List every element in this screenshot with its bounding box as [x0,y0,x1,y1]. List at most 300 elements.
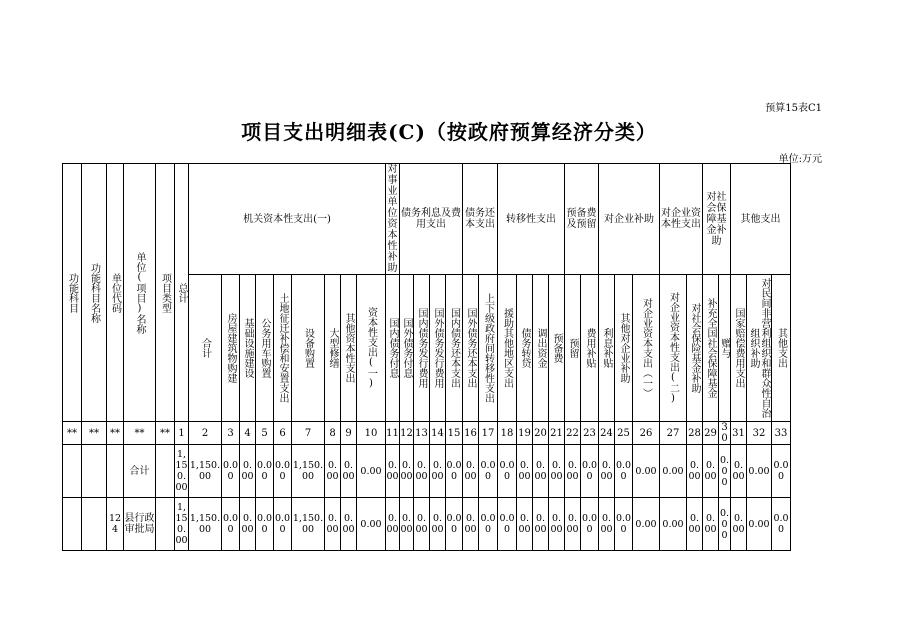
column-header-cell [599,275,615,422]
value-cell [400,445,414,498]
index-number: 2 [201,427,209,439]
cell-value: 0.00 [499,513,515,535]
index-cell [341,422,357,445]
column-header-cell [400,275,414,422]
group-header-cell [731,164,791,275]
index-number: 12 [400,427,413,439]
left-header-cell [175,164,189,422]
value-cell [565,498,581,551]
column-header-cell [414,275,430,422]
group-header-cell [498,164,565,275]
index-number: 8 [329,427,336,439]
column-header-cell [703,275,719,422]
cell-value: 0.00 [773,513,789,535]
value-cell [565,445,581,498]
cell-value: 0.00 [222,513,239,535]
index-number: 13 [415,427,428,439]
value-cell [240,498,256,551]
index-number: 1 [178,427,185,439]
column-header-cell [747,275,772,422]
index-cell [517,422,533,445]
value-cell [479,498,498,551]
index-cell [357,422,386,445]
value-cell [731,498,747,551]
cell-value: 0.00 [499,460,515,482]
value-cell [517,445,533,498]
cell-value: 1,150.00 [189,460,221,482]
cell-value: 0.00 [464,513,477,535]
cell-value: 0.00 [256,460,273,482]
column-header-label: 对企业资本支出（一） [640,298,652,398]
value-cell [430,498,446,551]
column-header-label: 国家赔偿费用支出 [733,308,744,388]
left-header-cell [82,164,107,422]
column-header-label: 国外债务付息 [401,318,412,378]
column-header-label: 补充全国社会保障基金 [705,298,716,398]
cell-value: 0.00 [360,465,382,477]
index-number: 23 [583,427,596,439]
cell-value: 0.00 [464,460,477,482]
cell-value: 0.00 [431,460,444,482]
value-cell [615,498,633,551]
value-cell [463,498,479,551]
cell-value: 0.00 [732,460,745,482]
column-header-cell [633,275,660,422]
value-cell [498,445,517,498]
index-number: 30 [721,422,728,444]
column-header-label: 债务转贷 [519,328,530,368]
table-row [63,445,791,498]
index-number: 21 [550,427,563,439]
value-cell [599,445,615,498]
index-number: 19 [518,427,531,439]
column-header-cell [565,275,581,422]
cell-value: 0.00 [635,465,657,477]
cell-value: 1,150.00 [292,513,324,535]
cell-value: 0.00 [326,460,339,482]
cell-value: 1,150.00 [292,460,324,482]
index-cell [660,422,687,445]
cell-value: 0.00 [748,518,770,530]
value-cell [357,445,386,498]
index-number: 20 [534,427,547,439]
cell-value: 0.00 [688,513,701,535]
cell-value: 0.00 [748,465,770,477]
value-cell [517,498,533,551]
cell-value: 0.00 [704,513,717,535]
table-row [63,498,791,551]
project-type-cell [156,445,175,498]
column-header-cell [687,275,703,422]
column-header-cell [772,275,791,422]
group-header-cell [400,164,463,275]
group-header-cell [703,164,731,275]
column-header-cell [731,275,747,422]
cell-value: 0.00 [550,460,563,482]
column-header-cell [533,275,549,422]
cell-value: 0.00 [446,513,462,535]
group-header-cell [660,164,703,275]
value-cell [222,498,240,551]
cell-value: 0.00 [719,507,730,541]
column-header-label: 资本性支出(一) [365,307,377,389]
value-cell [581,498,599,551]
project-expenditure-table [62,163,791,551]
index-cell [400,422,414,445]
group-header-label: 对企业资本性支出 [661,208,701,230]
column-header-cell [357,275,386,422]
cell-value: 0.00 [222,460,239,482]
value-cell [222,445,240,498]
index-cell [633,422,660,445]
index-number: 4 [244,427,251,439]
value-cell [549,445,565,498]
left-header-label: 功能科目名称 [88,262,100,323]
index-cell [274,422,292,445]
column-header-cell [292,275,325,422]
group-header-label: 对社会保障基金补助 [706,191,727,247]
index-star: ** [160,427,170,439]
index-star: ** [67,427,77,439]
column-header-cell [498,275,517,422]
index-cell [565,422,581,445]
group-header-label: 机关资本性支出(一) [243,213,331,225]
index-row [63,422,791,445]
index-number: 7 [304,427,312,439]
index-number: 26 [639,427,653,439]
column-header-cell [479,275,498,422]
index-star: ** [89,427,99,439]
index-cell [533,422,549,445]
total-cell [175,445,189,498]
value-cell [581,445,599,498]
index-cell [124,422,156,445]
value-cell [687,498,703,551]
cell-value: 0.00 [274,513,291,535]
cell-value: 0.00 [446,460,462,482]
value-cell [414,445,430,498]
column-header-cell [189,275,222,422]
index-cell [222,422,240,445]
column-header-label: 国内债务付息 [387,318,398,378]
index-number: 10 [364,427,378,439]
value-cell [660,498,687,551]
index-cell [386,422,400,445]
cell-value: 0.00 [566,460,579,482]
cell-value: 0.00 [415,460,428,482]
column-header-cell [430,275,446,422]
index-number: 11 [386,427,399,439]
index-cell [430,422,446,445]
cell-value: 0.00 [518,460,531,482]
column-header-label: 上下级政府间转移性支出 [482,293,494,403]
form-number: 预算15表C1 [765,103,822,114]
value-cell [687,445,703,498]
column-header-label: 设备购置 [302,328,314,368]
column-header-label: 基础设施建设 [242,318,253,378]
index-cell [292,422,325,445]
index-number: 25 [617,427,630,439]
index-star: ** [134,427,145,439]
value-cell [731,445,747,498]
index-number: 32 [752,427,766,439]
index-number: 14 [431,427,444,439]
column-header-label: 合计 [199,338,211,358]
value-cell [274,445,292,498]
cell-value: 0.00 [615,513,632,535]
index-cell [772,422,791,445]
cell-value: 0.00 [415,513,428,535]
value-cell [533,445,549,498]
column-header-cell [549,275,565,422]
left-header-cell [156,164,175,422]
index-cell [719,422,731,445]
index-star: ** [110,427,120,439]
value-cell [430,445,446,498]
value-cell [357,498,386,551]
value-cell [446,498,463,551]
value-cell [446,445,463,498]
cell-value: 0.00 [326,513,339,535]
value-cell [292,445,325,498]
cell-value: 0.00 [581,460,598,482]
cell-value: 0.00 [256,513,273,535]
index-cell [498,422,517,445]
index-cell [581,422,599,445]
cell-value: 0.00 [274,460,291,482]
index-cell [463,422,479,445]
index-cell [156,422,175,445]
column-header-cell [222,275,240,422]
unit-code-cell [107,445,124,498]
column-header-label: 预留 [567,338,578,358]
column-header-cell [325,275,341,422]
value-cell [189,498,222,551]
column-header-label: 国外债务还本支出 [465,308,476,388]
index-number: 15 [447,427,461,439]
cell-value: 0.00 [400,513,413,535]
column-header-cell [517,275,533,422]
column-header-cell [660,275,687,422]
column-header-label: 国内债务发行费用 [416,308,427,388]
func-name-cell [82,498,107,551]
cell-value: 0.00 [600,513,613,535]
index-cell [615,422,633,445]
unit-code: 124 [108,513,122,535]
index-cell [325,422,341,445]
column-header-label: 援助其他地区支出 [501,308,513,388]
cell-value: 0.00 [550,513,563,535]
column-header-cell [274,275,292,422]
value-cell [549,498,565,551]
index-number: 5 [261,427,268,439]
column-header-label: 土地征迁补偿和安置支出 [277,293,288,403]
value-cell [772,498,791,551]
column-header-label: 对企业资本性支出(二) [667,292,679,404]
cell-value: 0.00 [773,460,789,482]
total-cell [175,498,189,551]
cell-value: 0.00 [518,513,531,535]
group-header-cell [565,164,599,275]
left-header-label: 单位代码 [109,272,121,313]
cell-value: 0.00 [400,460,413,482]
cell-value: 0.00 [386,460,399,482]
index-cell [731,422,747,445]
value-cell [599,498,615,551]
group-header-label: 对企业补助 [604,213,654,225]
column-header-cell [463,275,479,422]
index-cell [687,422,703,445]
unit-label: 单位:万元 [778,154,822,165]
left-header-label: 功能科目 [66,272,78,313]
total-value: 1,150.00 [175,502,188,546]
value-cell [615,445,633,498]
index-cell [549,422,565,445]
index-number: 33 [774,427,788,439]
page-title: 项目支出明细表(C)（按政府预算经济分类） [241,120,657,144]
column-header-label: 预备费 [551,333,562,363]
cell-value: 0.00 [688,460,701,482]
column-header-label: 费用补贴 [584,328,595,368]
cell-value: 0.00 [360,518,382,530]
index-cell [479,422,498,445]
value-cell [463,445,479,498]
value-cell [274,498,292,551]
column-header-label: 对社会保险基金补助 [689,303,700,393]
value-cell [292,498,325,551]
column-header-cell [386,275,400,422]
column-header-cell [719,275,731,422]
index-cell [414,422,430,445]
cell-value: 0.00 [719,454,730,488]
value-cell [633,445,660,498]
cell-value: 0.00 [241,513,254,535]
header-row-groups [63,164,791,275]
value-cell [533,498,549,551]
index-number: 28 [688,427,701,439]
index-number: 18 [500,427,514,439]
cell-value: 0.00 [431,513,444,535]
index-cell [599,422,615,445]
value-cell [660,445,687,498]
value-cell [341,498,357,551]
index-number: 27 [666,427,680,439]
index-cell [256,422,274,445]
left-header-cell [107,164,124,422]
column-header-label: 其他对企业补助 [618,313,629,383]
left-header-label: 单位(项目)名称 [134,251,145,334]
column-header-label: 大型修缮 [327,328,338,368]
value-cell [747,498,772,551]
column-header-cell [615,275,633,422]
index-number: 31 [732,427,745,439]
cell-value: 0.00 [342,513,355,535]
value-cell [479,445,498,498]
column-header-label: 国外债务发行费用 [432,308,443,388]
index-cell [189,422,222,445]
column-header-label: 利息补贴 [601,328,612,368]
column-header-label: 调出资金 [535,328,546,368]
index-number: 3 [227,427,234,439]
cell-value: 0.00 [386,513,399,535]
group-header-cell [189,164,386,275]
index-number: 17 [481,427,495,439]
group-header-cell [386,164,400,275]
unit-name: 合计 [129,465,150,477]
value-cell [719,498,731,551]
total-value: 1,150.00 [175,449,188,493]
cell-value: 0.00 [662,518,684,530]
cell-value: 0.00 [732,513,745,535]
column-header-label: 其他资本性支出 [343,313,354,383]
group-header-label: 其他支出 [740,213,781,225]
group-header-label: 债务利息及费用支出 [401,208,461,230]
index-cell [107,422,124,445]
index-cell [175,422,189,445]
value-cell [414,498,430,551]
value-cell [633,498,660,551]
value-cell [772,445,791,498]
func-code-cell [63,498,82,551]
value-cell [240,445,256,498]
index-number: 9 [345,427,352,439]
value-cell [386,445,400,498]
column-header-label: 赠与 [719,338,730,358]
index-number: 24 [600,427,613,439]
cell-value: 0.00 [241,460,254,482]
cell-value: 1,150.00 [189,513,221,535]
value-cell [719,445,731,498]
cell-value: 0.00 [635,518,657,530]
index-number: 16 [464,427,477,439]
group-header-cell [463,164,498,275]
column-header-cell [446,275,463,422]
column-header-cell [256,275,274,422]
index-cell [446,422,463,445]
group-header-label: 债务还本支出 [465,208,495,230]
unit-name-cell [124,445,156,498]
index-number: 29 [704,427,717,439]
value-cell [341,445,357,498]
project-type-cell [156,498,175,551]
value-cell [386,498,400,551]
cell-value: 0.00 [534,460,547,482]
index-cell [63,422,82,445]
cell-value: 0.00 [480,513,496,535]
func-code-cell [63,445,82,498]
index-cell [240,422,256,445]
cell-value: 0.00 [480,460,496,482]
value-cell [400,498,414,551]
index-cell [82,422,107,445]
cell-value: 0.00 [704,460,717,482]
column-header-label: 公务用车购置 [259,318,270,378]
cell-value: 0.00 [534,513,547,535]
cell-value: 0.00 [615,460,632,482]
unit-name-cell [124,498,156,551]
column-header-cell [240,275,256,422]
index-cell [703,422,719,445]
group-header-cell [599,164,660,275]
cell-value: 0.00 [566,513,579,535]
value-cell [325,445,341,498]
index-number: 6 [279,427,286,439]
func-name-cell [82,445,107,498]
value-cell [325,498,341,551]
cell-value: 0.00 [342,460,355,482]
unit-name: 县行政审批局 [124,513,155,535]
value-cell [498,498,517,551]
